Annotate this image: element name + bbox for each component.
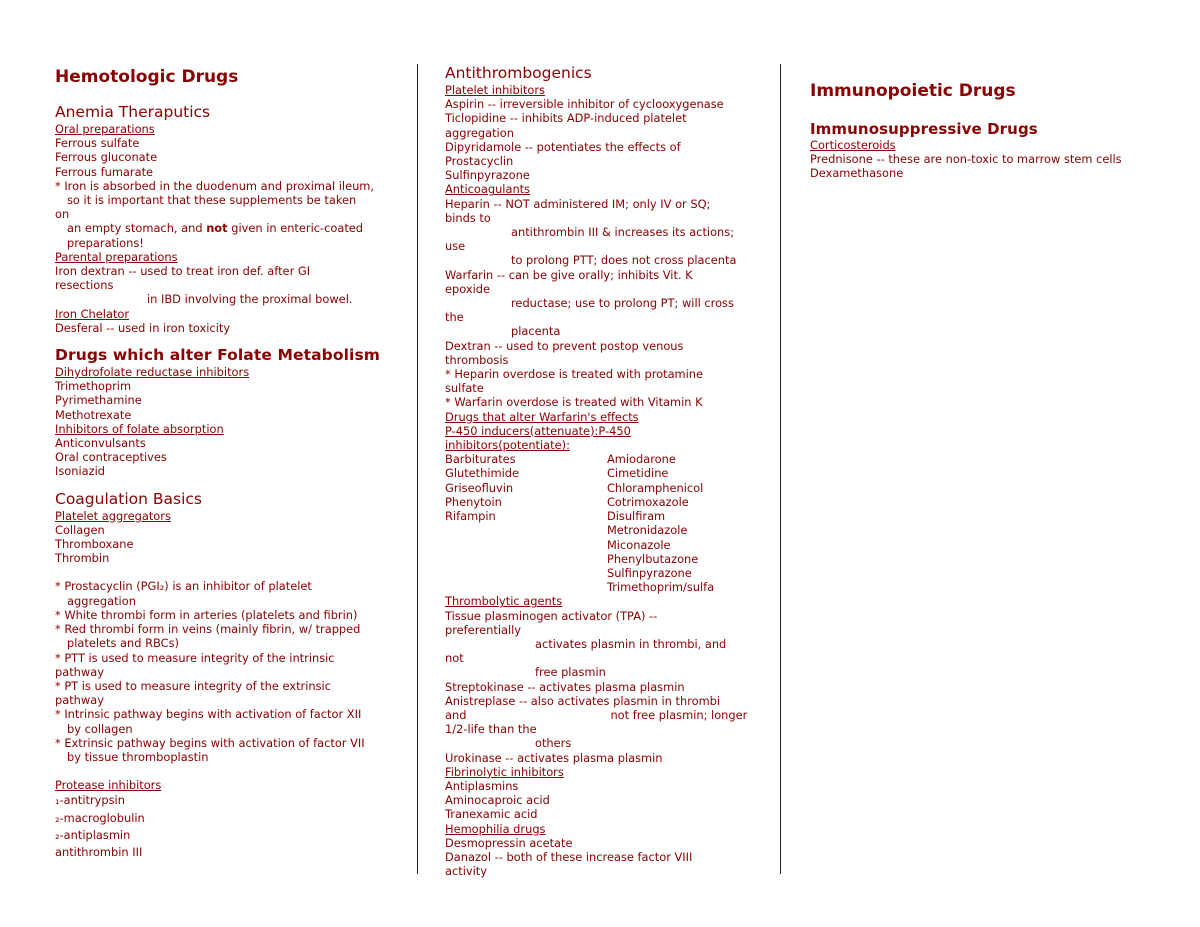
subheading-corticosteroids: Corticosteroids xyxy=(810,138,896,152)
note-emphasis: not xyxy=(206,221,228,236)
list-item: Disulfiram xyxy=(606,509,666,524)
section-heading-anemia: Anemia Theraputics xyxy=(55,103,211,121)
note-line: * Prostacyclin (PGI₂) is an inhibitor of platelet xyxy=(55,579,312,594)
note-line: by tissue thromboplastin xyxy=(67,749,209,764)
list-item: Pyrimethamine xyxy=(55,393,142,408)
note-text: an empty stomach, and xyxy=(67,221,207,236)
list-item: Ticlopidine -- inhibits ADP-induced platelet xyxy=(445,111,687,126)
note-line: pathway xyxy=(55,664,104,679)
list-item: resections xyxy=(55,278,114,293)
inhibitors-list xyxy=(607,452,765,594)
section-heading-immunosuppressive: Immunosuppressive Drugs xyxy=(810,120,1038,138)
list-item: free plasmin xyxy=(535,665,606,680)
list-item: Glutethimide xyxy=(445,466,520,481)
page-title: Hemotologic Drugs xyxy=(55,67,239,87)
subheading-anticoagulants: Anticoagulants xyxy=(445,182,531,197)
list-item: * Heparin overdose is treated with protamine xyxy=(445,367,704,382)
list-item: thrombosis xyxy=(445,352,509,367)
list-item: Antiplasmins xyxy=(445,778,519,793)
note-line: * Intrinsic pathway begins with activation of factor XII xyxy=(55,707,362,722)
list-item: Warfarin -- can be give orally; inhibits Vit. K xyxy=(445,267,693,282)
list-item: use xyxy=(445,239,466,254)
list-item: Amiodarone xyxy=(606,452,676,467)
note-line: * Iron is absorbed in the duodenum and proximal ileum, xyxy=(55,178,375,193)
p450-drug-columns xyxy=(445,452,765,594)
list-item: Chloramphenicol xyxy=(606,480,704,495)
list-item: Ferrous gluconate xyxy=(55,150,158,165)
note-line: platelets and RBCs) xyxy=(67,636,179,651)
list-item: Ferrous sulfate xyxy=(55,136,140,151)
list-item: the xyxy=(445,310,464,325)
subheading-fibrinolytic: Fibrinolytic inhibitors xyxy=(445,764,564,779)
note-line: by collagen xyxy=(67,721,133,736)
list-item: antithrombin III xyxy=(55,844,143,859)
list-item: sulfate xyxy=(445,381,484,396)
subheading-protease: Protease inhibitors xyxy=(55,778,162,793)
list-item: antithrombin III & increases its actions; xyxy=(511,225,735,240)
list-item: Aspirin -- irreversible inhibitor of cyclooxygenase xyxy=(445,97,724,112)
section-heading-folate: Drugs which alter Folate Metabolism xyxy=(55,346,381,365)
subheading-aggregators: Platelet aggregators xyxy=(55,508,171,523)
list-item: ₁-antitrypsin xyxy=(55,793,125,808)
list-item: Ferrous fumarate xyxy=(55,164,154,179)
list-item: Desmopressin acetate xyxy=(445,835,573,850)
list-item: Sulfinpyrazone xyxy=(445,168,530,183)
list-item: others xyxy=(535,736,572,751)
note-line: so it is important that these supplements be taken xyxy=(67,193,357,208)
note-line: * White thrombi form in arteries (platelets and fibrin) xyxy=(55,607,358,622)
column-hemotologic xyxy=(55,66,410,860)
note-line: aggregation xyxy=(67,593,136,608)
list-item: Methotrexate xyxy=(55,407,132,422)
list-item: Iron dextran -- used to treat iron def. after GI xyxy=(55,264,311,279)
list-item: * Warfarin overdose is treated with Vitamin K xyxy=(445,395,703,410)
list-item: ₂-antiplasmin xyxy=(55,828,131,843)
list-item xyxy=(445,708,765,722)
section-heading-antithrombogenics: Antithrombogenics xyxy=(445,64,592,82)
note-line: * Red thrombi form in veins (mainly fibrin, w/ trapped xyxy=(55,622,361,637)
inducers-list xyxy=(445,452,607,594)
list-item: Thromboxane xyxy=(55,537,134,552)
list-item: Cimetidine xyxy=(606,466,669,481)
note-line: pathway xyxy=(55,693,104,708)
note-line xyxy=(55,221,410,235)
list-item: Oral contraceptives xyxy=(55,450,167,465)
list-item: Urokinase -- activates plasma plasmin xyxy=(445,750,663,765)
list-item: aggregation xyxy=(445,125,514,140)
subheading-hemophilia: Hemophilia drugs xyxy=(445,821,546,836)
list-item: preferentially xyxy=(445,622,522,637)
column-antithrombogenics xyxy=(445,64,765,878)
subheading-parental: Parental preparations xyxy=(55,249,178,264)
list-item: ₂-macroglobulin xyxy=(55,810,145,825)
list-item: Phenytoin xyxy=(445,494,502,509)
list-item: to prolong PTT; does not cross placenta xyxy=(511,253,737,268)
list-item: reductase; use to prolong PT; will cross xyxy=(511,296,734,311)
list-item: Trimethoprim xyxy=(55,379,132,394)
list-item: placenta xyxy=(511,324,561,339)
list-item: Dipyridamole -- potentiates the effects of xyxy=(445,139,681,154)
subheading-thrombolytic: Thrombolytic agents xyxy=(445,594,563,609)
list-text: and xyxy=(445,707,467,722)
list-item: activity xyxy=(445,864,487,879)
list-item: Dextran -- used to prevent postop venous xyxy=(445,338,684,353)
note-line: * Extrinsic pathway begins with activation of factor VII xyxy=(55,735,365,750)
subheading-p450: P-450 inducers(attenuate):P-450 xyxy=(445,423,631,438)
note-line: * PT is used to measure integrity of the extrinsic xyxy=(55,678,331,693)
note-text: given in enteric-coated xyxy=(227,221,364,236)
subheading-chelator: Iron Chelator xyxy=(55,306,130,321)
subheading-absorption: Inhibitors of folate absorption xyxy=(55,421,224,436)
list-text: not free plasmin; longer xyxy=(610,707,748,722)
list-item: Barbiturates xyxy=(445,452,516,467)
list-item: Tissue plasminogen activator (TPA) -- xyxy=(445,608,658,623)
list-item: Griseofluvin xyxy=(445,480,514,495)
list-item: Isoniazid xyxy=(55,464,106,479)
list-item: Rifampin xyxy=(445,509,496,524)
subheading-p450: inhibitors(potentiate): xyxy=(445,438,570,453)
column-divider-right xyxy=(780,64,781,874)
list-item: Prostacyclin xyxy=(445,154,514,169)
list-item: Prednisone -- these are non-toxic to marrow stem cells xyxy=(810,152,1122,167)
subheading-warfarin-effects: Drugs that alter Warfarin's effects xyxy=(445,409,639,424)
note-line: preparations! xyxy=(67,235,144,250)
note-line: * PTT is used to measure integrity of the intrinsic xyxy=(55,650,335,665)
list-item: Metronidazole xyxy=(606,523,688,538)
list-item: Cotrimoxazole xyxy=(606,494,689,509)
list-item: activates plasmin in thrombi, and xyxy=(535,636,727,651)
list-item: in IBD involving the proximal bowel. xyxy=(147,292,353,307)
list-item: Thrombin xyxy=(55,551,110,566)
list-item: Sulfinpyrazone xyxy=(606,565,692,580)
list-item: Tranexamic acid xyxy=(445,807,538,822)
column-immunopoietic xyxy=(810,80,1170,181)
list-item: Anistreplase -- also activates plasmin in thrombi xyxy=(445,693,721,708)
list-item: Anticonvulsants xyxy=(55,436,146,451)
list-item: Collagen xyxy=(55,522,105,537)
list-item: epoxide xyxy=(445,281,491,296)
list-item: Miconazole xyxy=(606,537,671,552)
list-item: Dexamethasone xyxy=(810,166,904,181)
note-line: on xyxy=(55,207,70,222)
list-item: Danazol -- both of these increase factor VIII xyxy=(445,849,693,864)
list-item: Phenylbutazone xyxy=(606,551,699,566)
column-divider-left xyxy=(417,64,418,874)
list-item: binds to xyxy=(445,210,491,225)
list-item: Trimethoprim/sulfa xyxy=(606,580,715,595)
subheading-dhfr: Dihydrofolate reductase inhibitors xyxy=(55,365,250,380)
immunopoietic-title: Immunopoietic Drugs xyxy=(810,81,1016,101)
list-item: Heparin -- NOT administered IM; only IV or SQ; xyxy=(445,196,711,211)
list-item: Streptokinase -- activates plasma plasmin xyxy=(445,679,685,694)
list-item: not xyxy=(445,651,464,666)
list-item: Aminocaproic acid xyxy=(445,793,550,808)
section-heading-coagulation: Coagulation Basics xyxy=(55,489,203,508)
subheading-oral: Oral preparations xyxy=(55,122,155,136)
list-item: Desferal -- used in iron toxicity xyxy=(55,320,231,335)
list-item: 1/2-life than the xyxy=(445,722,537,737)
subheading-platelet-inhibitors: Platelet inhibitors xyxy=(445,83,545,97)
